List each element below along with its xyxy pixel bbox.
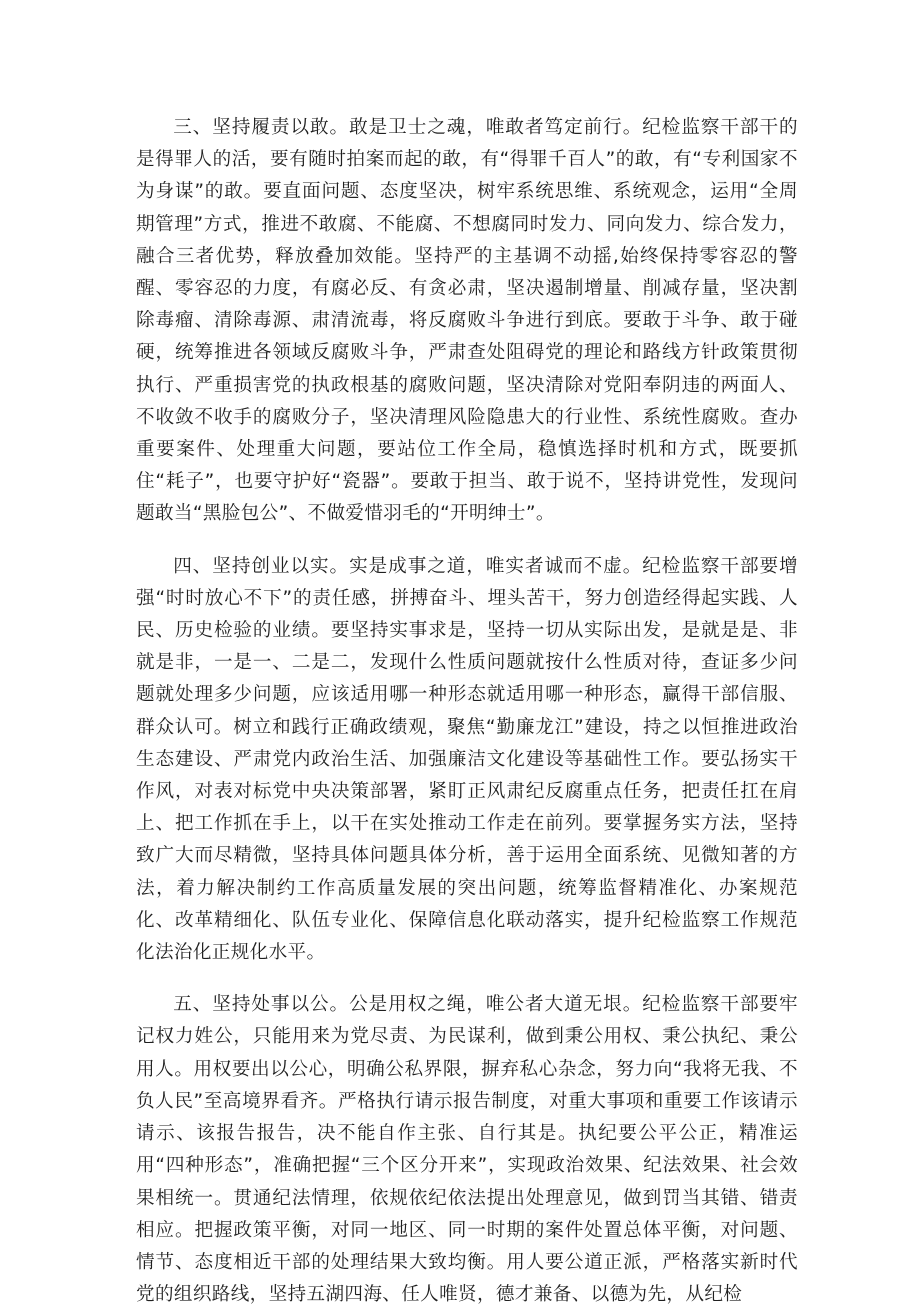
paragraph-5-impartiality: 五、坚持处事以公。公是用权之绳，唯公者大道无垠。纪检监察干部要牢记权力姓公，只能用来为党尽责、为民谋利，做到秉公用权、秉公执纪、秉公用人。用权要出以公心，明确公私界限，摒弃私心杂念，努力向“我将无我、不负人民”至高境界看齐。严格执行请示报告制度，对重大事项和重要工作该请示请示、该报告报告，决不能自作主张、自行其是。执纪要公平公正，精准运用“四种形态”，准确把握“三个区分开来”，实现政治效果、纪法效果、社会效果相统一。贯通纪法情理，依规依纪依法提出处理意见，做到罚当其错、错责相应。把握政策平衡，对同一地区、同一时期的案件处置总体平衡，对问题、情节、态度相近干部的处理结果大致均衡。用人要公道正派，严格落实新时代党的组织路线，坚持五湖四海、任人唯贤，德才兼备、以德为先，从纪检 (136, 994, 798, 1306)
paragraph-3-responsibility: 三、坚持履责以敢。敢是卫士之魂，唯敢者笃定前行。纪检监察干部干的是得罪人的活，要有随时拍案而起的敢，有“得罪千百人”的敢，有“专利国家不为身谋”的敢。要直面问题、态度坚决，树牢系统思维、系统观念，运用“全周期管理”方式，推进不敢腐、不能腐、不想腐同时发力、同向发力、综合发力，融合三者优势，释放叠加效能。坚持严的主基调不动摇,始终保持零容忍的警醒、零容忍的力度，有腐必反、有贪必肃，坚决遏制增量、削减存量，坚决割除毒瘤、清除毒源、肃清流毒，将反腐败斗争进行到底。要敢于斗争、敢于碰硬，统筹推进各领域反腐败斗争，严肃查处阻碍党的理论和路线方针政策贯彻执行、严重损害党的执政根基的腐败问题，坚决清除对党阳奉阴违的两面人、不收敛不收手的腐败分子，坚决清理风险隐患大的行业性、系统性腐败。查办重要案件、处理重大问题，要站位工作全局，稳慎选择时机和方式，既要抓住“耗子”，也要守护好“瓷器”。要敢于担当、敢于说不，坚持讲党性，发现问题敢当“黑脸包公”、不做爱惜羽毛的“开明绅士”。 (136, 117, 798, 525)
paragraph-4-practicality: 四、坚持创业以实。实是成事之道，唯实者诚而不虚。纪检监察干部要增强“时时放心不下”的责任感，拼搏奋斗、埋头苦干，努力创造经得起实践、人民、历史检验的业绩。要坚持实事求是，坚持一切从实际出发，是就是是、非就是非，一是一、二是二，发现什么性质问题就按什么性质对待，查证多少问题就处理多少问题，应该适用哪一种形态就适用哪一种形态，赢得干部信服、群众认可。树立和践行正确政绩观，聚焦“勤廉龙江”建设，持之以恒推进政治生态建设、严肃党内政治生活、加强廉洁文化建设等基础性工作。要弘扬实干作风，对表对标党中央决策部署，紧盯正风肃纪反腐重点任务，把责任扛在肩上、把工作抓在手上，以干在实处推动工作走在前列。要掌握务实方法，坚持致广大而尽精微，坚持具体问题具体分析，善于运用全面系统、见微知著的方法，着力解决制约工作高质量发展的突出问题，统筹监督精准化、办案规范化、改革精细化、队伍专业化、保障信息化联动落实，提升纪检监察工作规范化法治化正规化水平。 (136, 555, 798, 964)
